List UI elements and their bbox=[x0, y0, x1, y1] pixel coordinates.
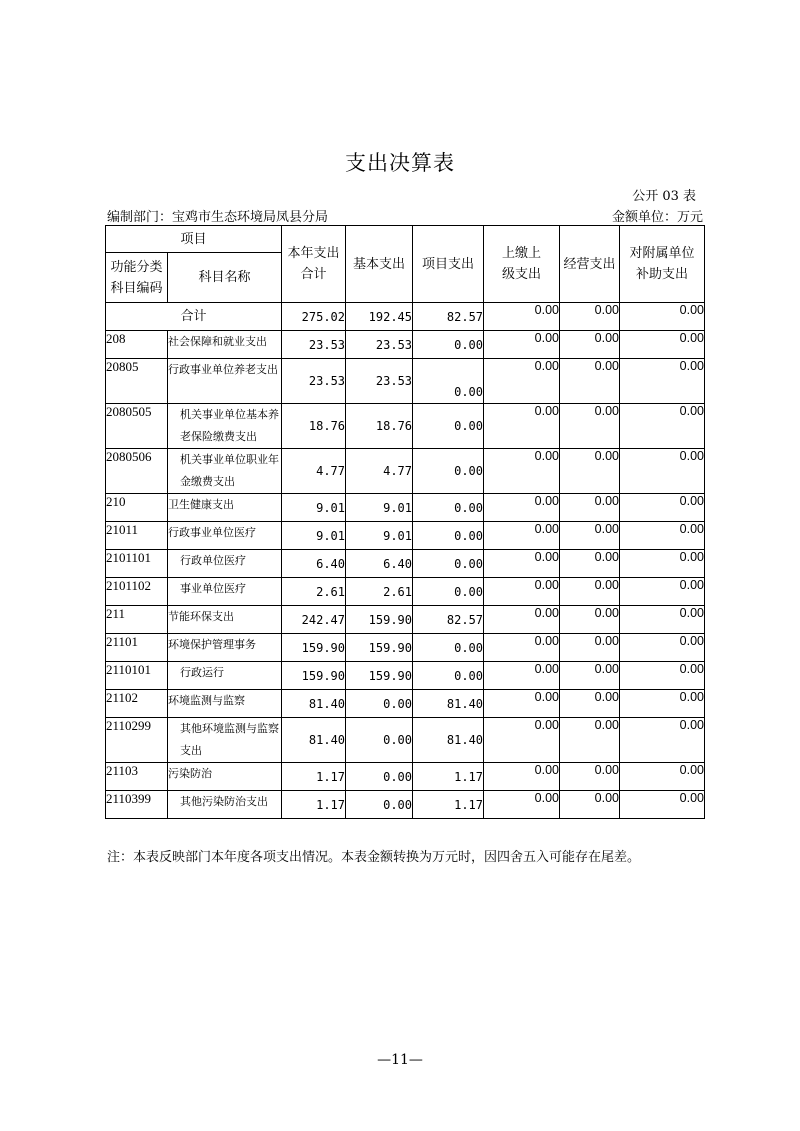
row-name: 行政事业单位医疗 bbox=[168, 522, 282, 550]
subsidy-cell: 0.00 bbox=[620, 494, 705, 522]
table-row bbox=[106, 634, 705, 662]
project-cell: 0.00 bbox=[413, 662, 484, 690]
upper-cell: 0.00 bbox=[484, 359, 560, 404]
amount-unit: 金额单位：万元 bbox=[611, 210, 703, 225]
row-code: 2110299 bbox=[106, 718, 168, 763]
row-code: 21103 bbox=[106, 763, 168, 791]
header-upper: 上缴上 级支出 bbox=[484, 226, 560, 303]
compiling-department: 编制部门：宝鸡市生态环境局凤县分局 bbox=[107, 210, 329, 225]
upper-cell: 0.00 bbox=[484, 449, 560, 494]
subsidy-cell: 0.00 bbox=[620, 606, 705, 634]
table-row bbox=[106, 662, 705, 690]
form-number: 公开 03 表 bbox=[632, 189, 696, 204]
subsidy-cell: 0.00 bbox=[620, 359, 705, 404]
upper-cell: 0.00 bbox=[484, 718, 560, 763]
project-cell: 82.57 bbox=[413, 606, 484, 634]
project-cell: 0.00 bbox=[413, 331, 484, 359]
business-cell: 0.00 bbox=[560, 449, 620, 494]
total-cell: 23.53 bbox=[282, 331, 346, 359]
header-total: 本年支出 合计 bbox=[282, 226, 346, 303]
upper-cell: 0.00 bbox=[484, 550, 560, 578]
header-basic: 基本支出 bbox=[346, 226, 413, 303]
table-row bbox=[106, 331, 705, 359]
header-subject-name: 科目名称 bbox=[168, 253, 282, 303]
row-code: 20805 bbox=[106, 359, 168, 404]
total-cell: 275.02 bbox=[282, 303, 346, 331]
subsidy-cell: 0.00 bbox=[620, 404, 705, 449]
total-cell: 242.47 bbox=[282, 606, 346, 634]
project-cell: 0.00 bbox=[413, 449, 484, 494]
basic-cell: 6.40 bbox=[346, 550, 413, 578]
business-cell: 0.00 bbox=[560, 359, 620, 404]
project-cell: 81.40 bbox=[413, 690, 484, 718]
total-cell: 18.76 bbox=[282, 404, 346, 449]
basic-cell: 192.45 bbox=[346, 303, 413, 331]
upper-cell: 0.00 bbox=[484, 494, 560, 522]
table-row bbox=[106, 449, 705, 494]
row-name: 机关事业单位职业年金缴费支出 bbox=[168, 449, 282, 494]
basic-cell: 4.77 bbox=[346, 449, 413, 494]
row-code: 2101102 bbox=[106, 578, 168, 606]
table-row bbox=[106, 522, 705, 550]
expenditure-table bbox=[105, 225, 705, 819]
business-cell: 0.00 bbox=[560, 331, 620, 359]
header-project-expense: 项目支出 bbox=[413, 226, 484, 303]
business-cell: 0.00 bbox=[560, 404, 620, 449]
business-cell: 0.00 bbox=[560, 303, 620, 331]
row-code: 210 bbox=[106, 494, 168, 522]
basic-cell: 18.76 bbox=[346, 404, 413, 449]
row-name: 环境监测与监察 bbox=[168, 690, 282, 718]
subsidy-cell: 0.00 bbox=[620, 634, 705, 662]
row-name: 事业单位医疗 bbox=[168, 578, 282, 606]
table-row bbox=[106, 578, 705, 606]
total-cell: 9.01 bbox=[282, 522, 346, 550]
row-name: 节能环保支出 bbox=[168, 606, 282, 634]
project-cell: 0.00 bbox=[413, 522, 484, 550]
subsidy-cell: 0.00 bbox=[620, 763, 705, 791]
basic-cell: 23.53 bbox=[346, 359, 413, 404]
project-cell: 0.00 bbox=[413, 578, 484, 606]
header-subsidy: 对附属单位 补助支出 bbox=[620, 226, 705, 303]
row-code: 21101 bbox=[106, 634, 168, 662]
row-name: 机关事业单位基本养老保险缴费支出 bbox=[168, 404, 282, 449]
row-name: 环境保护管理事务 bbox=[168, 634, 282, 662]
basic-cell: 2.61 bbox=[346, 578, 413, 606]
total-cell: 9.01 bbox=[282, 494, 346, 522]
row-code: 2110101 bbox=[106, 662, 168, 690]
total-cell: 23.53 bbox=[282, 359, 346, 404]
header-project: 项目 bbox=[106, 226, 282, 253]
table-row bbox=[106, 404, 705, 449]
upper-cell: 0.00 bbox=[484, 763, 560, 791]
row-name: 污染防治 bbox=[168, 763, 282, 791]
row-name: 行政运行 bbox=[168, 662, 282, 690]
total-cell: 1.17 bbox=[282, 791, 346, 819]
project-cell: 1.17 bbox=[413, 763, 484, 791]
total-cell: 159.90 bbox=[282, 634, 346, 662]
page-number: —11— bbox=[377, 1052, 423, 1068]
table-row bbox=[106, 718, 705, 763]
project-cell: 81.40 bbox=[413, 718, 484, 763]
subsidy-cell: 0.00 bbox=[620, 303, 705, 331]
subsidy-cell: 0.00 bbox=[620, 718, 705, 763]
header-business: 经营支出 bbox=[560, 226, 620, 303]
total-row bbox=[106, 303, 705, 331]
row-name: 社会保障和就业支出 bbox=[168, 331, 282, 359]
total-cell: 81.40 bbox=[282, 718, 346, 763]
total-label: 合计 bbox=[106, 303, 282, 331]
project-cell: 0.00 bbox=[413, 634, 484, 662]
project-cell: 0.00 bbox=[413, 550, 484, 578]
subsidy-cell: 0.00 bbox=[620, 522, 705, 550]
table-row bbox=[106, 359, 705, 404]
business-cell: 0.00 bbox=[560, 763, 620, 791]
table-row bbox=[106, 494, 705, 522]
table-row bbox=[106, 791, 705, 819]
total-cell: 81.40 bbox=[282, 690, 346, 718]
subsidy-cell: 0.00 bbox=[620, 578, 705, 606]
project-cell: 82.57 bbox=[413, 303, 484, 331]
row-code: 208 bbox=[106, 331, 168, 359]
business-cell: 0.00 bbox=[560, 690, 620, 718]
basic-cell: 0.00 bbox=[346, 718, 413, 763]
basic-cell: 0.00 bbox=[346, 690, 413, 718]
total-cell: 4.77 bbox=[282, 449, 346, 494]
basic-cell: 9.01 bbox=[346, 494, 413, 522]
upper-cell: 0.00 bbox=[484, 331, 560, 359]
upper-cell: 0.00 bbox=[484, 522, 560, 550]
upper-cell: 0.00 bbox=[484, 634, 560, 662]
business-cell: 0.00 bbox=[560, 634, 620, 662]
row-name: 行政事业单位养老支出 bbox=[168, 359, 282, 404]
project-cell: 0.00 bbox=[413, 359, 484, 404]
business-cell: 0.00 bbox=[560, 606, 620, 634]
row-name: 行政单位医疗 bbox=[168, 550, 282, 578]
business-cell: 0.00 bbox=[560, 522, 620, 550]
row-code: 21102 bbox=[106, 690, 168, 718]
business-cell: 0.00 bbox=[560, 494, 620, 522]
table-row bbox=[106, 690, 705, 718]
subsidy-cell: 0.00 bbox=[620, 449, 705, 494]
business-cell: 0.00 bbox=[560, 791, 620, 819]
row-code: 211 bbox=[106, 606, 168, 634]
basic-cell: 159.90 bbox=[346, 606, 413, 634]
subsidy-cell: 0.00 bbox=[620, 331, 705, 359]
project-cell: 0.00 bbox=[413, 494, 484, 522]
basic-cell: 0.00 bbox=[346, 791, 413, 819]
basic-cell: 159.90 bbox=[346, 634, 413, 662]
upper-cell: 0.00 bbox=[484, 690, 560, 718]
row-name: 其他环境监测与监察支出 bbox=[168, 718, 282, 763]
subsidy-cell: 0.00 bbox=[620, 662, 705, 690]
row-code: 2110399 bbox=[106, 791, 168, 819]
row-name: 其他污染防治支出 bbox=[168, 791, 282, 819]
total-cell: 2.61 bbox=[282, 578, 346, 606]
project-cell: 0.00 bbox=[413, 404, 484, 449]
table-row bbox=[106, 763, 705, 791]
upper-cell: 0.00 bbox=[484, 404, 560, 449]
table-row bbox=[106, 550, 705, 578]
business-cell: 0.00 bbox=[560, 718, 620, 763]
total-cell: 1.17 bbox=[282, 763, 346, 791]
upper-cell: 0.00 bbox=[484, 578, 560, 606]
upper-cell: 0.00 bbox=[484, 791, 560, 819]
basic-cell: 9.01 bbox=[346, 522, 413, 550]
row-code: 21011 bbox=[106, 522, 168, 550]
table-row bbox=[106, 606, 705, 634]
subsidy-cell: 0.00 bbox=[620, 690, 705, 718]
business-cell: 0.00 bbox=[560, 662, 620, 690]
basic-cell: 0.00 bbox=[346, 763, 413, 791]
subsidy-cell: 0.00 bbox=[620, 791, 705, 819]
business-cell: 0.00 bbox=[560, 550, 620, 578]
page-title: 支出决算表 bbox=[345, 151, 455, 175]
row-name: 卫生健康支出 bbox=[168, 494, 282, 522]
upper-cell: 0.00 bbox=[484, 606, 560, 634]
row-code: 2080506 bbox=[106, 449, 168, 494]
total-cell: 6.40 bbox=[282, 550, 346, 578]
upper-cell: 0.00 bbox=[484, 303, 560, 331]
row-code: 2101101 bbox=[106, 550, 168, 578]
total-cell: 159.90 bbox=[282, 662, 346, 690]
upper-cell: 0.00 bbox=[484, 662, 560, 690]
footnote: 注：本表反映部门本年度各项支出情况。本表金额转换为万元时，因四舍五入可能存在尾差。 bbox=[107, 850, 641, 865]
subsidy-cell: 0.00 bbox=[620, 550, 705, 578]
basic-cell: 23.53 bbox=[346, 331, 413, 359]
business-cell: 0.00 bbox=[560, 578, 620, 606]
project-cell: 1.17 bbox=[413, 791, 484, 819]
basic-cell: 159.90 bbox=[346, 662, 413, 690]
row-code: 2080505 bbox=[106, 404, 168, 449]
header-func-code: 功能分类 科目编码 bbox=[106, 253, 168, 303]
